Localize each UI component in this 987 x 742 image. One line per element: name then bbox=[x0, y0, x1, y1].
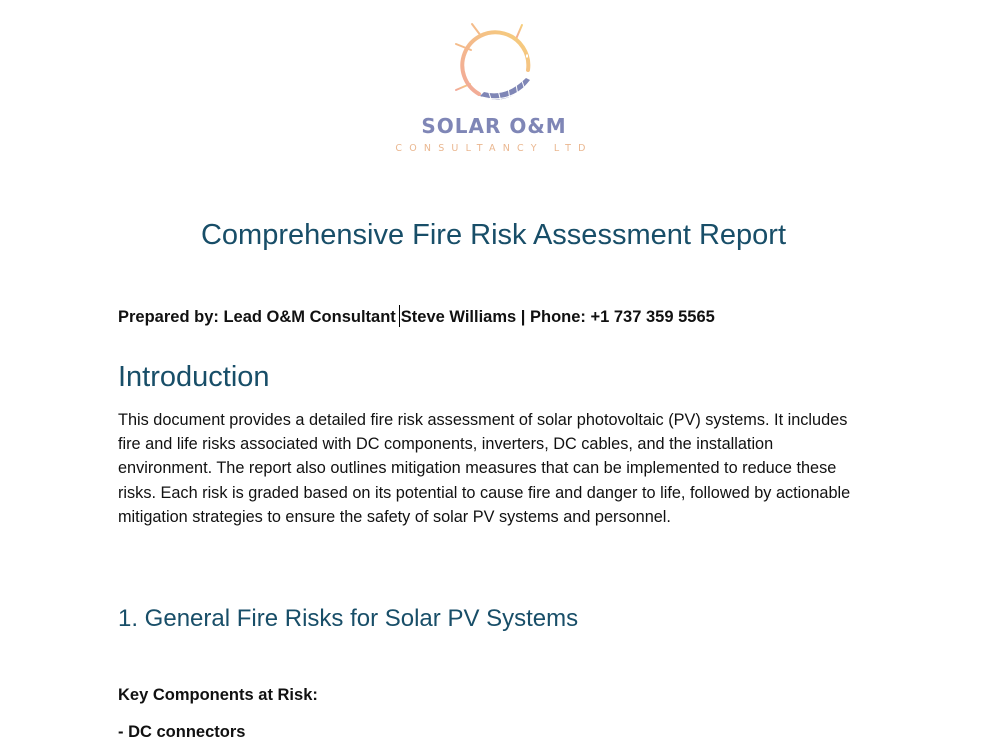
prepared-by-line[interactable] bbox=[118, 305, 715, 327]
text-cursor bbox=[399, 305, 400, 327]
section-1-heading: 1. General Fire Risks for Solar PV Systems bbox=[118, 605, 579, 632]
logo-wordmark: SOLAR O&M bbox=[421, 114, 567, 138]
sun-solar-panel-icon bbox=[376, 4, 612, 114]
logo-tagline: CONSULTANCY LTD bbox=[395, 143, 593, 154]
document-title: Comprehensive Fire Risk Assessment Report bbox=[200, 219, 787, 251]
introduction-paragraph: This document provides a detailed fire risk assessment of solar photovoltaic (PV) systems. It includes fire and life risks associated with DC components, inverters, DC cables, and the installation environment. The report also outlines mitigation measures that can be implemented to reduce these risks. Each risk is graded based on its potential to cause fire and danger to life, followed by actionable mitigation strategies to ensure the safety of solar PV systems and personnel. bbox=[118, 411, 851, 526]
prepared-by-role: Prepared by: Lead O&M Consultant bbox=[118, 308, 396, 326]
key-components-label: Key Components at Risk: bbox=[118, 686, 318, 704]
list-item: - DC connectors bbox=[118, 723, 246, 741]
prepared-by-contact: Steve Williams | Phone: +1 737 359 5565 bbox=[400, 308, 715, 326]
company-logo bbox=[376, 4, 612, 160]
introduction-heading: Introduction bbox=[118, 361, 270, 393]
